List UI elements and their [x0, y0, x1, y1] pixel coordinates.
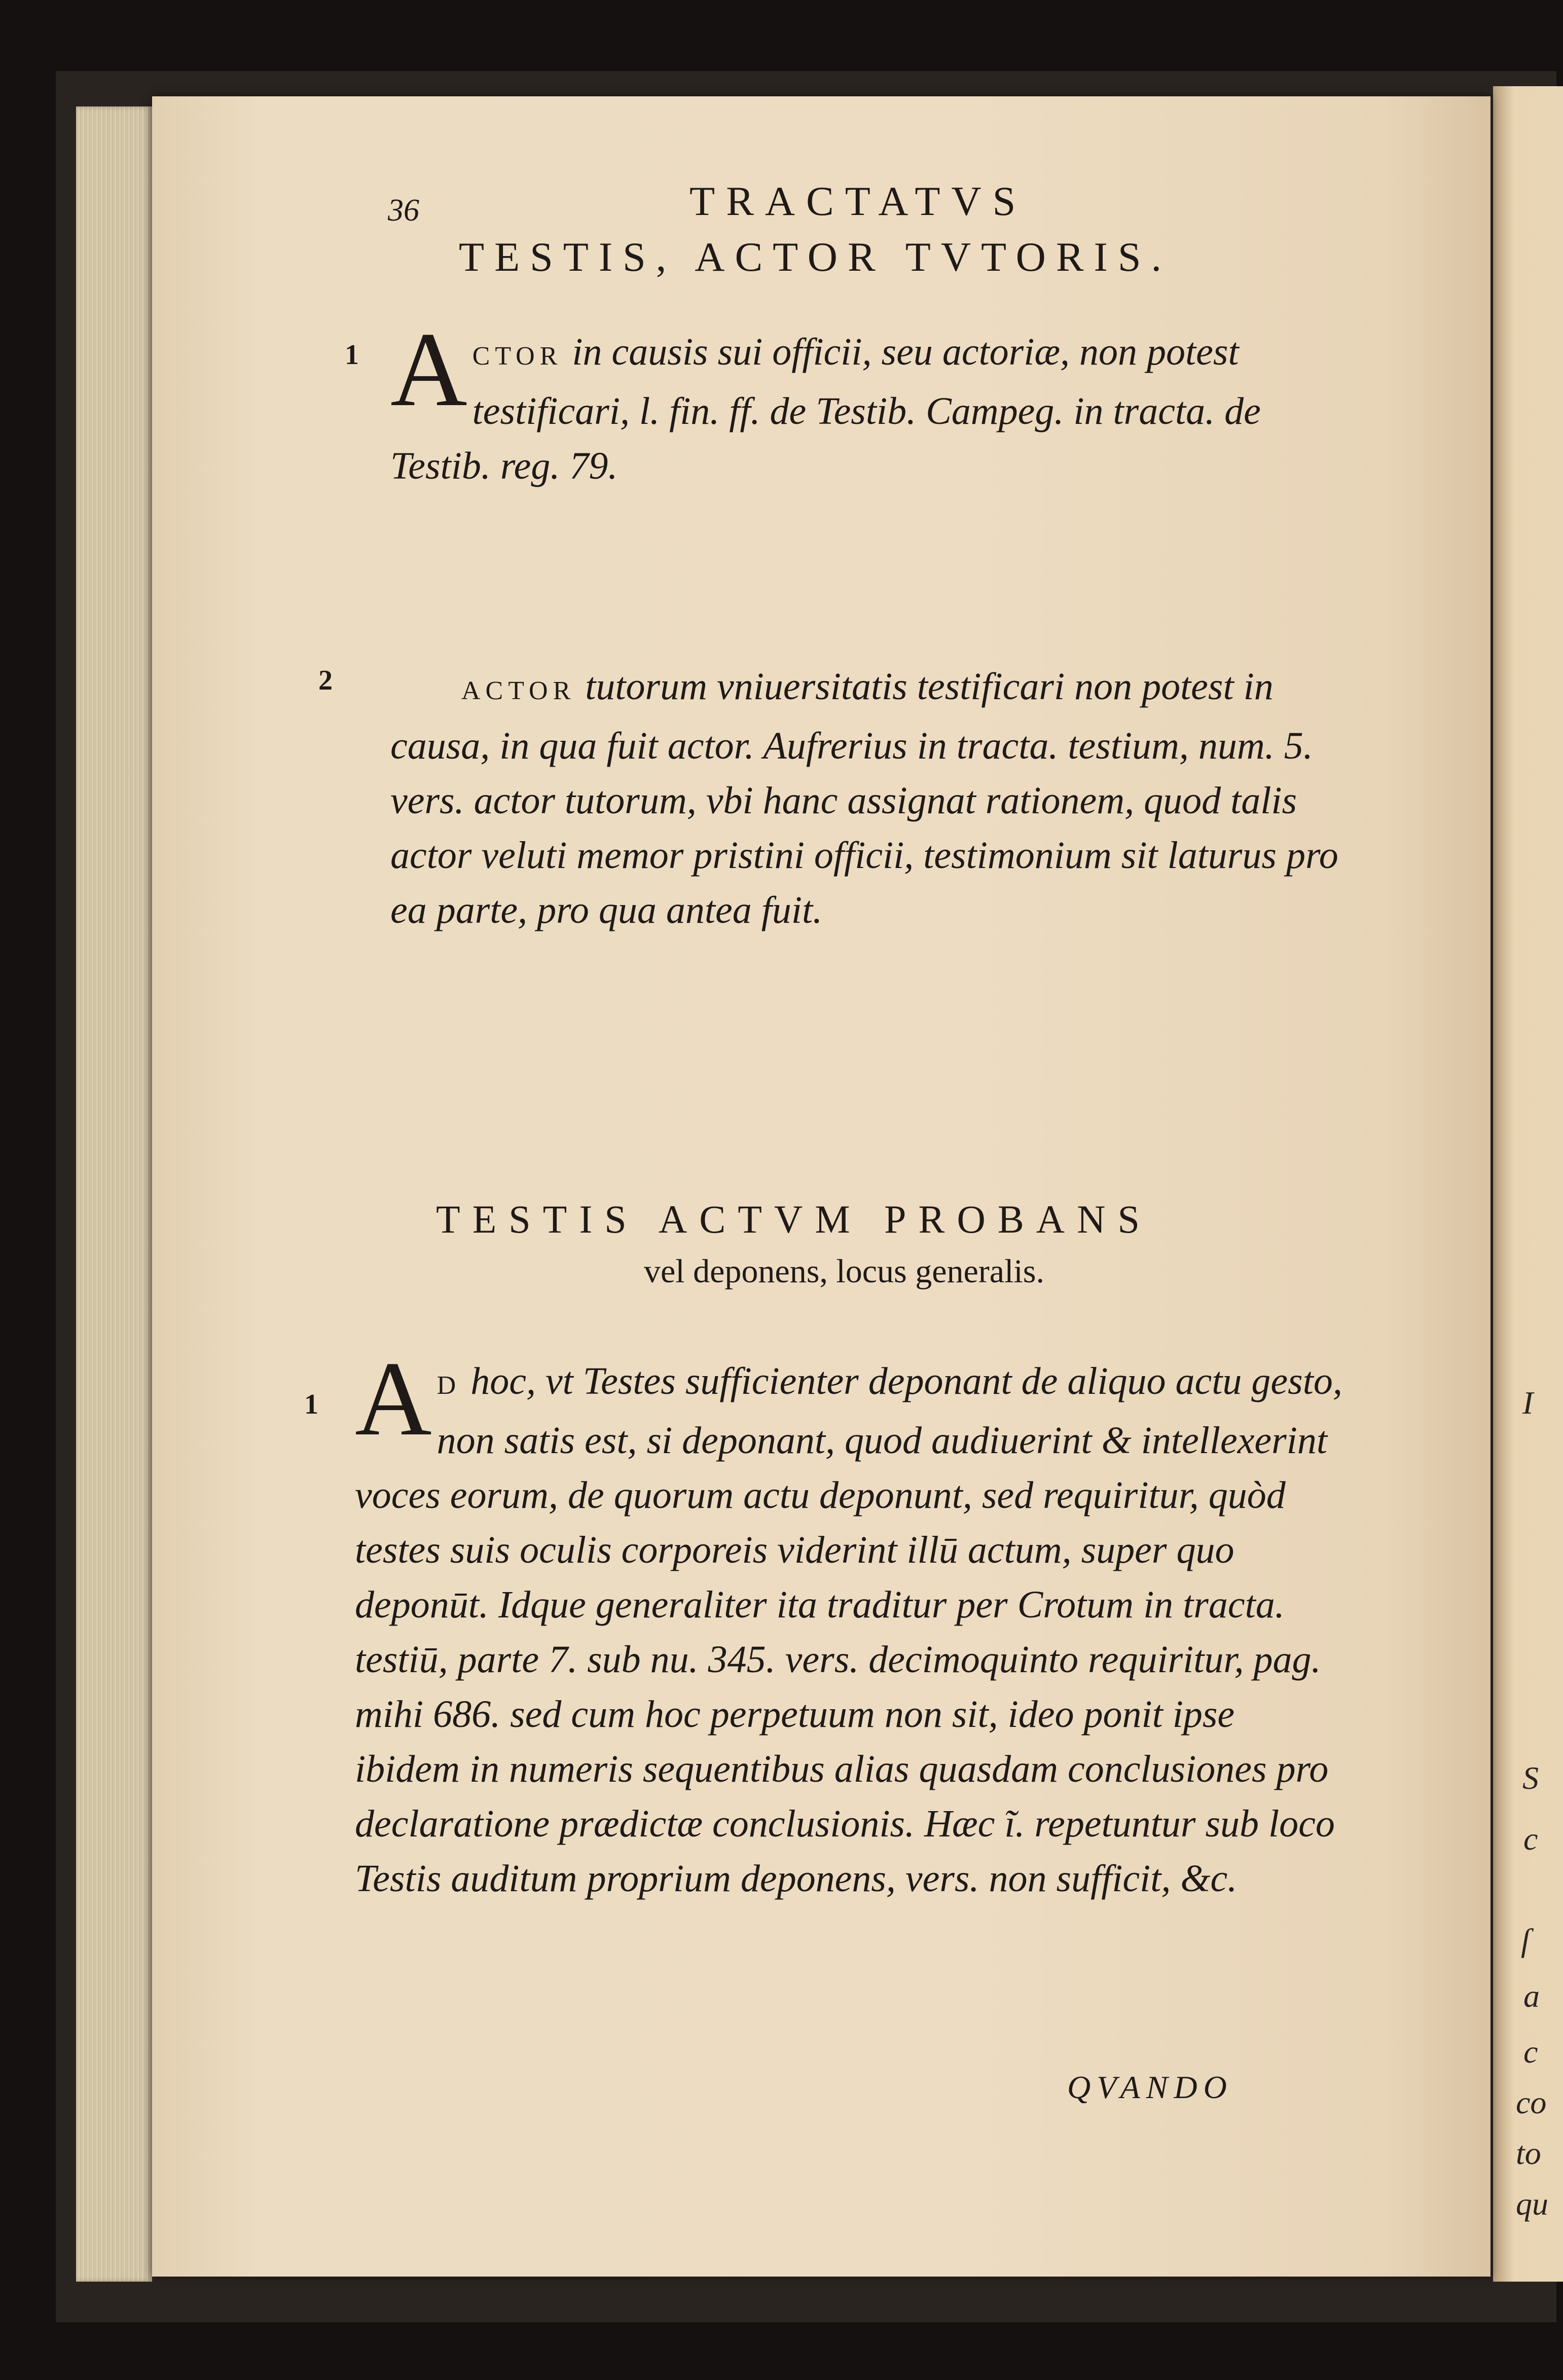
section-heading: TESTIS ACTVM PROBANS: [436, 1197, 1152, 1241]
running-head-subtitle: TESTIS, ACTOR TVTORIS.: [459, 234, 1172, 280]
drop-cap: A: [355, 1340, 432, 1458]
next-page-fragment: co: [1516, 2084, 1547, 2120]
next-page-fragment: c: [1523, 2034, 1538, 2070]
catchword: QVANDO: [1067, 2069, 1233, 2105]
page-number: 36: [388, 193, 419, 228]
next-page-fragment: to: [1516, 2135, 1541, 2171]
next-page-fragment: a: [1523, 1978, 1540, 2014]
paragraph-3: [355, 1340, 1349, 1906]
paragraph-1: [390, 311, 1369, 493]
next-page-fragment: S: [1522, 1760, 1539, 1796]
next-page-edge: [1493, 86, 1563, 2282]
drop-cap: A: [390, 311, 467, 428]
running-head-title: TRACTATVS: [689, 178, 1027, 224]
small-caps-word: ACTOR: [461, 676, 576, 705]
margin-marker: 1: [345, 339, 359, 371]
page-edges: [76, 106, 152, 2282]
next-page-fragment: c: [1523, 1821, 1538, 1857]
small-caps-word: D: [437, 1371, 461, 1400]
paragraph-text: tutorum vniuersitatis testificari non potest in causa, in qua fuit actor. Aufrerius in tracta. testium, num. 5. vers. actor tutorum, vbi hanc assignat rationem, quod talis actor veluti memor pristini officii, testimonium sit laturus pro ea parte, pro qua antea fuit.: [390, 665, 1338, 931]
next-page-fragment: ſ: [1521, 1922, 1530, 1958]
small-caps-word: CTOR: [472, 342, 563, 371]
paragraph-text: hoc, vt Testes sufficienter deponant de aliquo actu gesto, non satis est, si deponant, quod audiuerint & intellexerint voces eorum, de quorum actu deponunt, sed requiritur, quòd testes suis oculis corporeis viderint illū actum, super quo deponūt. Idque generaliter ita traditur per Crotum in tracta. testiū, parte 7. sub nu. 345. vers. decimoquinto requiritur, pag. mihi 686. sed cum hoc perpetuum non sit, ideo ponit ipse ibidem in numeris sequentibus alias quasdam conclusiones pro declaratione prædictæ conclusionis. Hæc ĩ. repetuntur sub loco Testis auditum proprium deponens, vers. non sufficit, &c.: [355, 1360, 1342, 1900]
margin-marker: 1: [304, 1389, 318, 1420]
margin-marker: 2: [318, 665, 333, 696]
next-page-fragment: qu: [1516, 2186, 1548, 2222]
paragraph-2: [390, 659, 1364, 937]
section-subheading: vel deponens, locus generalis.: [644, 1253, 1044, 1290]
paragraph-text: in causis sui officii, seu actoriæ, non potest testificari, l. fin. ff. de Testib. Campeg. in tracta. de Testib. reg. 79.: [390, 331, 1261, 487]
next-page-fragment: I: [1522, 1385, 1534, 1421]
